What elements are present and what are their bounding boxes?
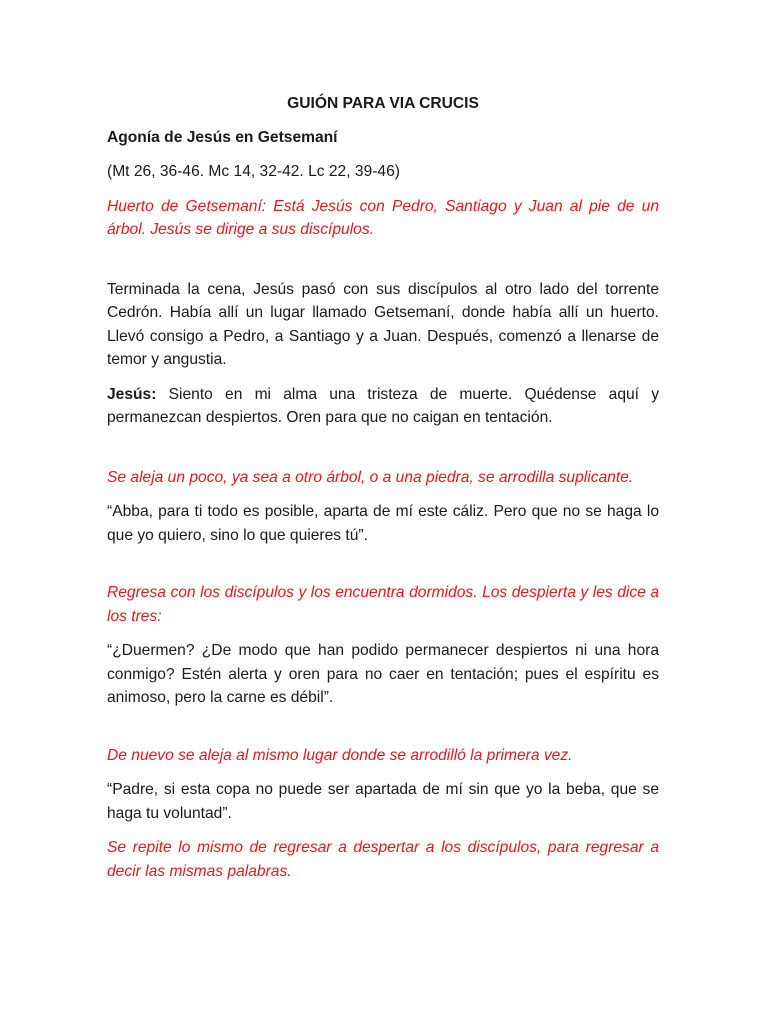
narration-paragraph: Terminada la cena, Jesús pasó con sus discípulos al otro lado del torrente Cedrón. Había allí un lugar llamado Getsemaní, donde había allí un huerto. Llevó consigo a Pedro, a Santiago y a Juan. Después, comenzó a llenarse de temor y angustia. [107,280,659,368]
stage-direction-2: Se aleja un poco, ya sea a otro árbol, o a una piedra, se arrodilla suplicante. [107,468,634,486]
prayer-quote-3: “Padre, si esta copa no puede ser apartada de mí sin que yo la beba, que se haga tu voluntad”. [107,781,659,822]
speech-text: Siento en mi alma una tristeza de muerte. Quédense aquí y permanezcan despiertos. Oren para que no caigan en tentación. [107,385,659,426]
stage-direction-5: Se repite lo mismo de regresar a despertar a los discípulos, para regresar a decir las mismas palabras. [107,839,659,880]
document-body [107,92,659,894]
scripture-reference: (Mt 26, 36-46. Mc 14, 32-42. Lc 22, 39-46) [107,163,400,180]
prayer-quote-1: “Abba, para ti todo es posible, aparta de mí este cáliz. Pero que no se haga lo que yo quiero, sino lo que quieres tú”. [107,503,659,544]
stage-direction-3: Regresa con los discípulos y los encuentra dormidos. Los despierta y les dice a los tres: [107,584,659,625]
section-heading: Agonía de Jesús en Getsemaní [107,128,338,146]
speaker-label: Jesús: [107,385,157,403]
jesus-speech [107,383,659,430]
stage-direction-1: Huerto de Getsemaní: Está Jesús con Pedro, Santiago y Juan al pie de un árbol. Jesús se dirige a sus discípulos. [107,197,659,238]
prayer-quote-2: “¿Duermen? ¿De modo que han podido permanecer despiertos ni una hora conmigo? Estén alerta y oren para no caer en tentación; pues el espíritu es animoso, pero la carne es débil”. [107,642,659,706]
stage-direction-4: De nuevo se aleja al mismo lugar donde se arrodilló la primera vez. [107,746,573,764]
document-title: GUIÓN PARA VIA CRUCIS [287,95,479,112]
